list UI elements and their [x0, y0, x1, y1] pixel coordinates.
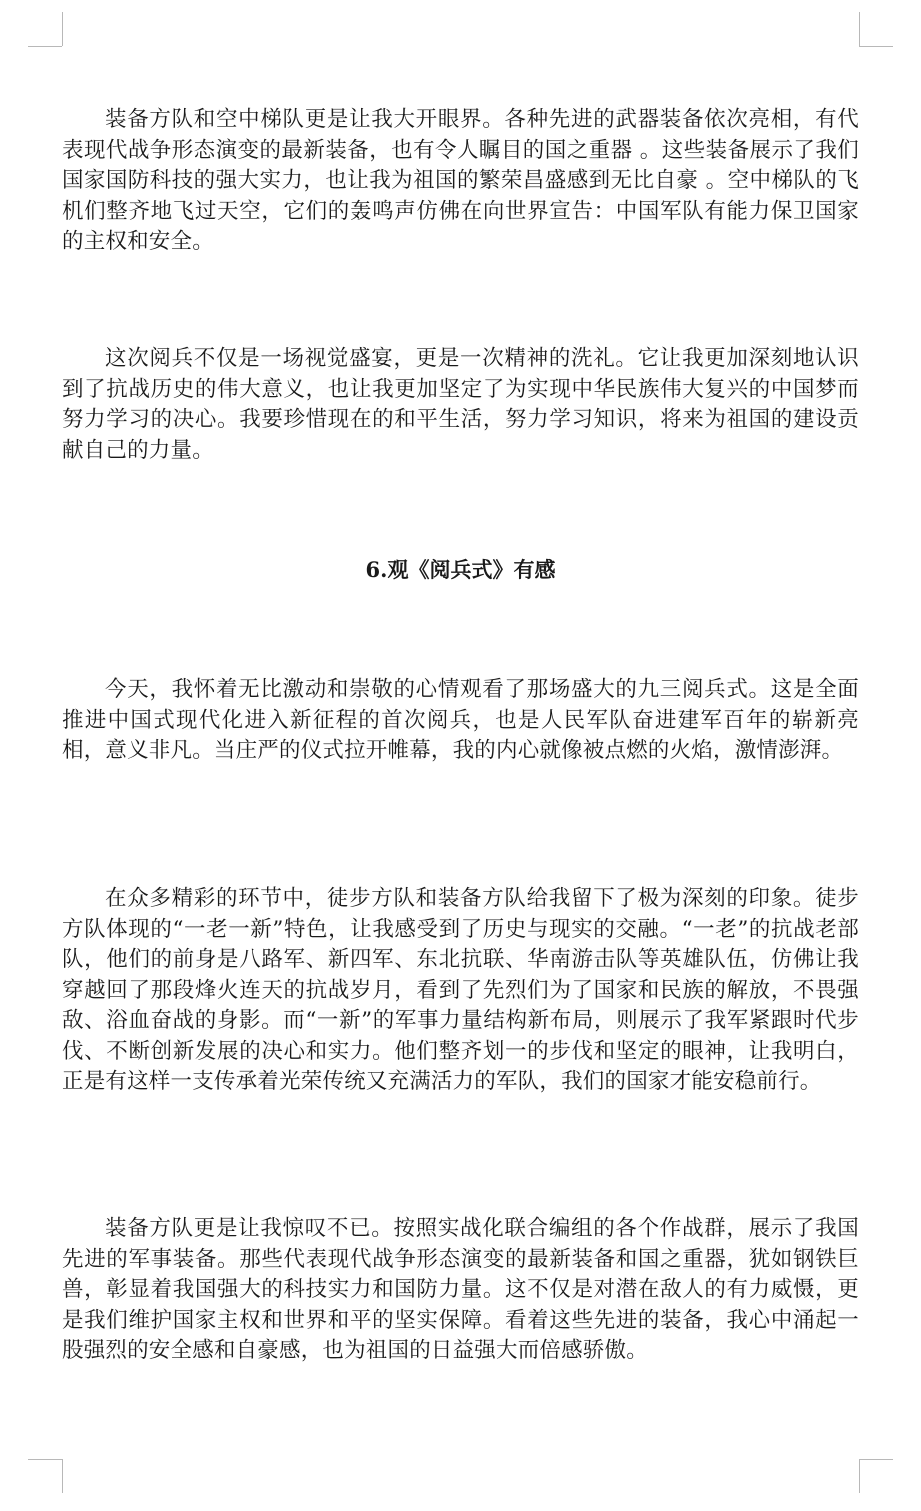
crop-mark-bottom-right: [859, 1459, 893, 1460]
crop-mark-bottom-right: [859, 1459, 860, 1493]
body-paragraph: 装备方队和空中梯队更是让我大开眼界。各种先进的武器装备依次亮相，有代表现代战争形态演变的最新装备，也有令人瞩目的国之重器 。这些装备展示了我们国家国防科技的强大实力，也让我为祖国的繁荣昌盛感到无比自豪 。空中梯队的飞机们整齐地飞过天空，它们的轰鸣声仿佛在向世界宣告：中国军队有能力保卫国家的主权和安全。: [62, 107, 859, 254]
body-paragraph: 这次阅兵不仅是一场视觉盛宴，更是一次精神的洗礼。它让我更加深刻地认识到了抗战历史的伟大意义，也让我更加坚定了为实现中华民族伟大复兴的中国梦而努力学习的决心。我要珍惜现在的和平生活，努力学习知识，将来为祖国的建设贡献自己的力量。: [62, 346, 859, 463]
crop-mark-top-right: [859, 12, 860, 46]
crop-mark-bottom-left: [62, 1459, 63, 1493]
crop-mark-top-left: [28, 46, 62, 47]
body-paragraph: 今天，我怀着无比激动和崇敬的心情观看了那场盛大的九三阅兵式。这是全面推进中国式现代化进入新征程的首次阅兵，也是人民军队奋进建军百年的崭新亮相，意义非凡。当庄严的仪式拉开帷幕，我的内心就像被点燃的火焰，激情澎湃。: [62, 677, 859, 763]
crop-mark-bottom-left: [28, 1459, 62, 1460]
section-heading: 6.观《阅兵式》有感: [365, 557, 556, 582]
body-paragraph: 在众多精彩的环节中，徒步方队和装备方队给我留下了极为深刻的印象。徒步方队体现的“一老一新”特色，让我感受到了历史与现实的交融。“一老”的抗战老部队，他们的前身是八路军、新四军、东北抗联、华南游击队等英雄队伍，仿佛让我穿越回了那段烽火连天的抗战岁月，看到了先烈们为了国家和民族的解放，不畏强敌、浴血奋战的身影。而“一新”的军事力量结构新布局，则展示了我军紧跟时代步伐、不断创新发展的决心和实力。他们整齐划一的步伐和坚定的眼神，让我明白，正是有这样一支传承着光荣传统又充满活力的军队，我们的国家才能安稳前行。: [62, 886, 859, 1094]
crop-mark-top-left: [62, 12, 63, 46]
body-paragraph: 装备方队更是让我惊叹不已。按照实战化联合编组的各个作战群，展示了我国先进的军事装备。那些代表现代战争形态演变的最新装备和国之重器，犹如钢铁巨兽，彰显着我国强大的科技实力和国防力量。这不仅是对潜在敌人的有力威慑，更是我们维护国家主权和世界和平的坚实保障。看着这些先进的装备，我心中涌起一股强烈的安全感和自豪感，也为祖国的日益强大而倍感骄傲。: [62, 1216, 859, 1363]
crop-mark-top-right: [859, 46, 893, 47]
